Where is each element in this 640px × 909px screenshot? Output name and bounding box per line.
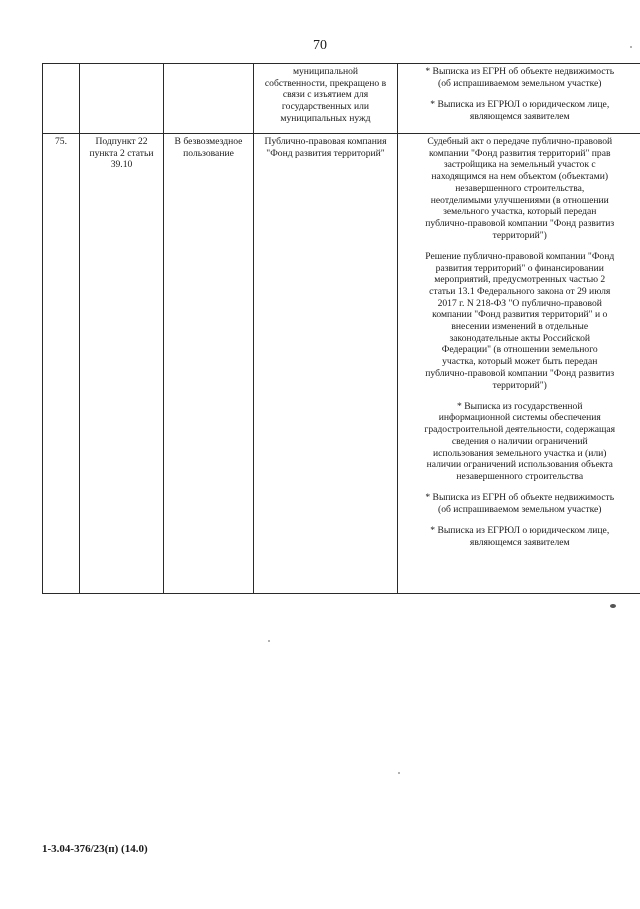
document-line: земельного участка, который передан bbox=[443, 206, 597, 218]
table-body bbox=[43, 64, 640, 594]
document-line: неотделимыми улучшениями (в отношении bbox=[430, 194, 609, 206]
cell-documents bbox=[398, 134, 640, 594]
document-line: информационной системы обеспечения bbox=[438, 412, 601, 424]
cell-applicant-line: собственности, прекращено в bbox=[264, 77, 387, 89]
cell-right-type-line: В безвозмездное bbox=[174, 136, 243, 147]
document-line: мероприятий, предусмотренных частью 2 bbox=[434, 274, 606, 286]
cell-applicant bbox=[254, 134, 398, 594]
cell-legal-basis-line: Подпункт 22 bbox=[95, 136, 148, 147]
document-line: развития территорий" о финансировании bbox=[435, 262, 604, 274]
document-line: градостроительной деятельности, содержащая bbox=[424, 424, 616, 436]
cell-number bbox=[43, 64, 80, 134]
document-code: 1-3.04-376/23(п) (14.0) bbox=[42, 843, 148, 855]
cell-applicant-line: "Фонд развития территорий" bbox=[266, 147, 385, 159]
document-line: * Выписка из государственной bbox=[457, 400, 583, 412]
document-line: компании "Фонд развития территорий" прав bbox=[428, 147, 611, 159]
cell-legal-basis bbox=[80, 64, 164, 134]
document-line: 2017 г. N 218-ФЗ "О публично-правовой bbox=[437, 297, 602, 309]
document-entry bbox=[399, 401, 640, 483]
scan-speck bbox=[268, 640, 270, 642]
document-entry bbox=[399, 136, 640, 241]
document-line: находящимся на нем объектом (объектами) bbox=[431, 171, 609, 183]
document-entry bbox=[399, 525, 640, 548]
document-line: публично-правовой компании "Фонд развитиз bbox=[425, 367, 615, 379]
cell-documents bbox=[398, 64, 640, 134]
document-line: статьи 13.1 Федерального закона от 29 июля bbox=[429, 285, 611, 297]
document-line: * Выписка из ЕГРЮЛ о юридическом лице, bbox=[430, 525, 610, 537]
cell-legal-basis bbox=[80, 134, 164, 594]
document-line: * Выписка из ЕГРЮЛ о юридическом лице, bbox=[430, 98, 610, 110]
document-line: компании "Фонд развития территорий" и о bbox=[432, 309, 608, 321]
cell-applicant-line: муниципальной bbox=[292, 66, 359, 77]
document-line: * Выписка из ЕГРН об объекте недвижимость bbox=[425, 66, 615, 77]
document-line: Решение публично-правовой компании "Фонд bbox=[425, 250, 615, 262]
table-row bbox=[43, 134, 640, 594]
document-line: территорий") bbox=[492, 229, 547, 241]
cell-applicant-line: Публично-правовая компания bbox=[264, 136, 387, 147]
registry-table bbox=[42, 63, 640, 594]
document-entry bbox=[399, 99, 640, 122]
document-line: незавершенного строительства, bbox=[455, 182, 585, 194]
document-line: публично-правовой компании "Фонд развитиз bbox=[425, 217, 615, 229]
cell-right-type bbox=[164, 134, 254, 594]
cell-right-type-line: пользование bbox=[183, 147, 234, 159]
table-row bbox=[43, 64, 640, 134]
cell-number-text: 75. bbox=[55, 136, 67, 147]
document-entry bbox=[399, 251, 640, 391]
document-line: являющемся заявителем bbox=[469, 536, 570, 548]
document-line: * Выписка из ЕГРН об объекте недвижимость bbox=[425, 492, 615, 504]
document-entry bbox=[399, 66, 640, 89]
cell-right-type bbox=[164, 64, 254, 134]
document-line: Судебный акт о передаче публично-правовой bbox=[427, 136, 613, 147]
scan-speck bbox=[398, 772, 400, 774]
document-entry bbox=[399, 492, 640, 515]
page-number: 70 bbox=[313, 38, 327, 53]
cell-number bbox=[43, 134, 80, 594]
document-line: сведения о наличии ограничений bbox=[451, 435, 588, 447]
document-line: являющемся заявителем bbox=[469, 110, 570, 122]
document-line: застройщика на земельный участок с bbox=[443, 159, 596, 171]
document-line: территорий") bbox=[492, 379, 547, 391]
cell-legal-basis-line: 39.10 bbox=[110, 159, 133, 171]
document-line: наличии ограничений использования объекта bbox=[426, 459, 613, 471]
document-line: (об испрашиваемом земельном участке) bbox=[438, 503, 602, 515]
document-line: внесении изменений в отдельные bbox=[451, 321, 589, 333]
scan-speck bbox=[630, 46, 632, 48]
scan-speck bbox=[610, 604, 616, 608]
cell-applicant-line: муниципальных нужд bbox=[280, 112, 371, 124]
document-line: участка, который может быть передан bbox=[442, 356, 598, 368]
cell-applicant bbox=[254, 64, 398, 134]
document-line: Федерации" (в отношении земельного bbox=[441, 344, 598, 356]
document-line: (об испрашиваемом земельном участке) bbox=[438, 77, 602, 89]
cell-legal-basis-line: пункта 2 статьи bbox=[89, 147, 154, 159]
document-line: использования земельного участка и (или) bbox=[433, 447, 607, 459]
document-line: законодательные акты Российской bbox=[449, 332, 591, 344]
cell-applicant-line: государственных или bbox=[281, 101, 370, 113]
cell-applicant-line: связи с изъятием для bbox=[282, 89, 369, 101]
document-line: незавершенного строительства bbox=[456, 470, 584, 482]
